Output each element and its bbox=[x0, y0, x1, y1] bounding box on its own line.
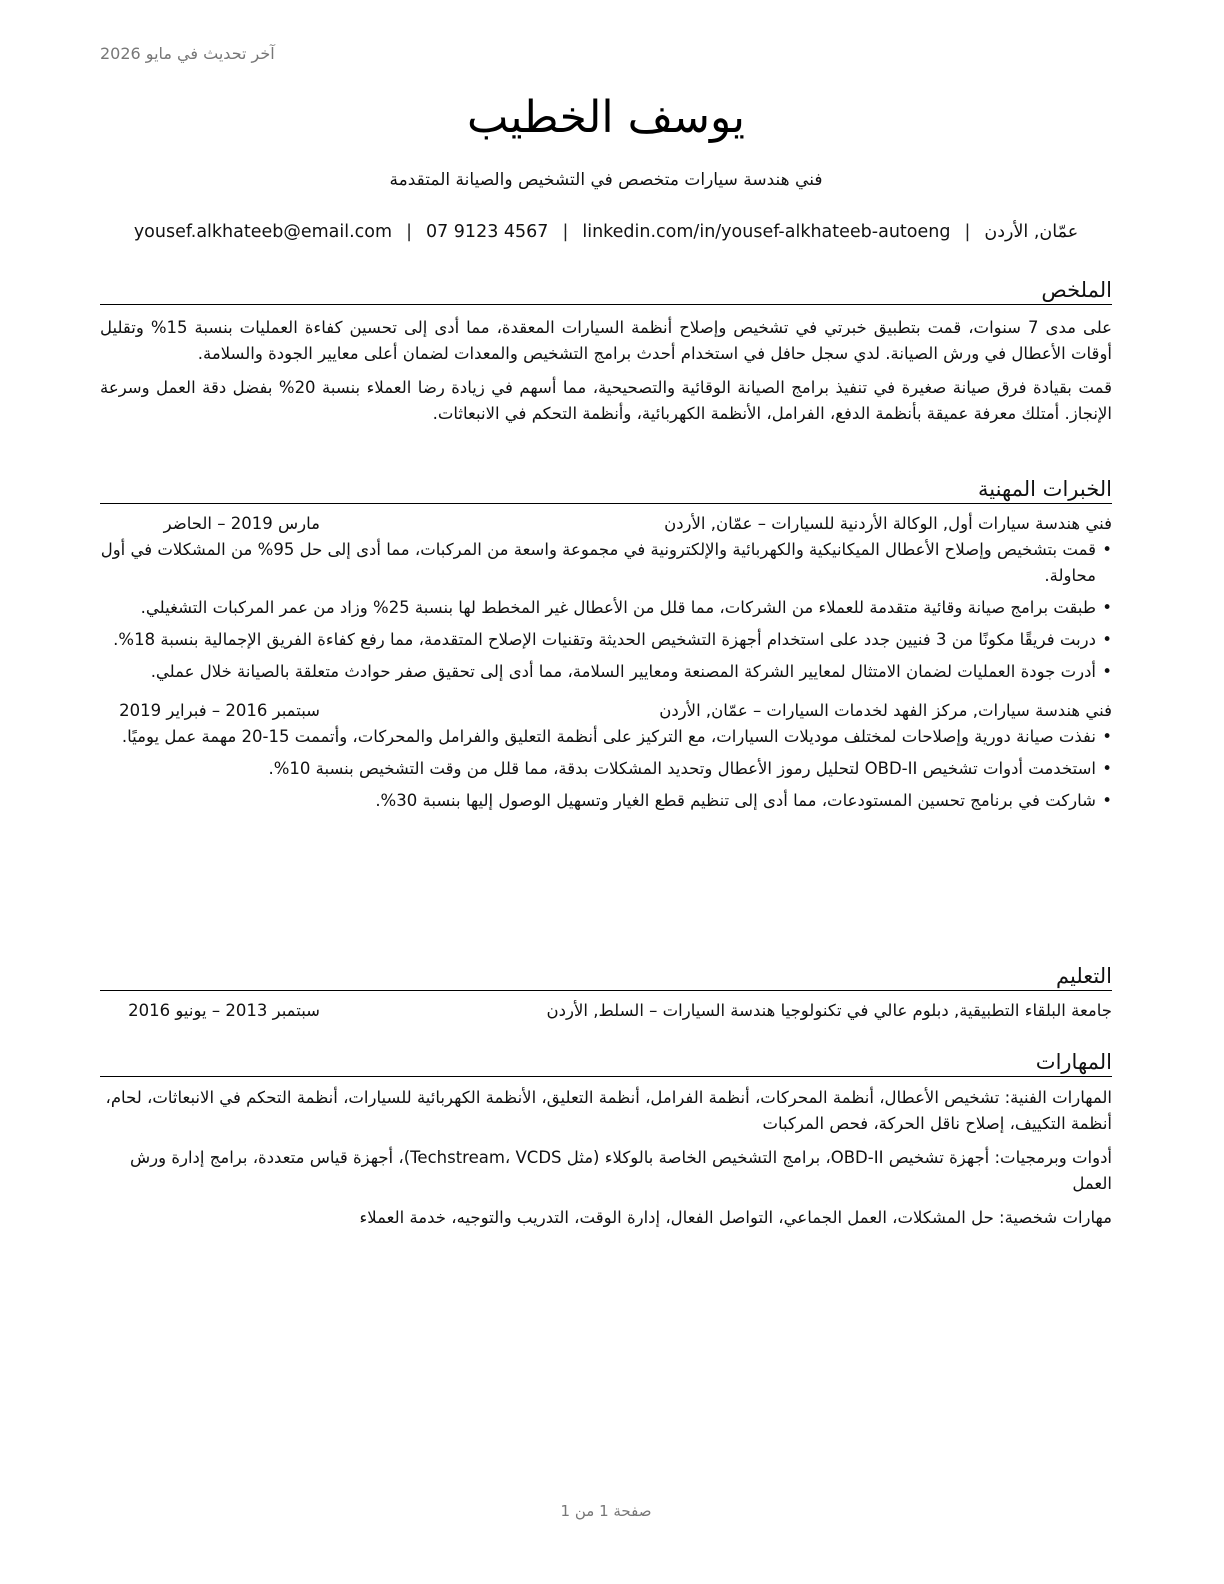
list-item: • قمت بتشخيص وإصلاح الأعطال الميكانيكية والكهربائية والإلكترونية في مجموعة واسعة من المركبات، مما أدى إلى حل 95% من المشكلات في أول محاولة. bbox=[100, 537, 1112, 589]
education-section bbox=[100, 962, 1112, 1020]
education-entry bbox=[100, 1001, 1112, 1020]
contact-location: عمّان, الأردن bbox=[984, 222, 1079, 242]
person-name: يوسف الخطيب bbox=[467, 92, 745, 143]
summary-paragraph: على مدى 7 سنوات، قمت بتطبيق خبرتي في تشخيص وإصلاح أنظمة السيارات المعقدة، مما أدى إلى تحسين كفاءة العمليات بنسبة 15% وتقليل أوقات الأعطال في ورش الصيانة. لدي سجل حافل في استخدام أحدث برامج التشخيص والمعدات لضمان أعلى معايير الجودة والسلامة. bbox=[100, 318, 1113, 363]
contact-email[interactable]: yousef.alkhateeb@email.com bbox=[133, 222, 393, 242]
job-bullets bbox=[100, 537, 1112, 685]
job-role-company: فني هندسة سيارات أول, الوكالة الأردنية للسيارات – عمّان, الأردن bbox=[664, 514, 1112, 533]
list-item: • دربت فريقًا مكونًا من 3 فنيين جدد على استخدام أجهزة التشخيص الحديثة وتقنيات الإصلاح المتقدمة، مما رفع كفاءة الفريق الإجمالية بنسبة 18%. bbox=[100, 627, 1112, 653]
section-heading-skills: المهارات bbox=[100, 1048, 1112, 1077]
experience-section bbox=[100, 475, 1112, 820]
job-dates: مارس 2019 – الحاضر bbox=[163, 514, 320, 533]
list-item: • شاركت في برنامج تحسين المستودعات، مما أدى إلى تنظيم قطع الغيار وتسهيل الوصول إليها بنسبة 30%. bbox=[100, 788, 1112, 814]
list-item: • طبقت برامج صيانة وقائية متقدمة للعملاء من الشركات، مما قلل من الأعطال غير المخطط لها بنسبة 25% وزاد من عمر المركبات التشغيلي. bbox=[100, 595, 1112, 621]
skills-tools: أدوات وبرمجيات: أجهزة تشخيص OBD-II، برامج التشخيص الخاصة بالوكلاء (مثل Techstream، VCDS)، أجهزة قياس متعددة، برامج إدارة ورش العمل bbox=[130, 1148, 1112, 1193]
job-role-company: فني هندسة سيارات, مركز الفهد لخدمات السيارات – عمّان, الأردن bbox=[659, 701, 1112, 720]
summary-paragraph: قمت بقيادة فرق صيانة صغيرة في تنفيذ برامج الصيانة الوقائية والتصحيحية، مما أسهم في زيادة رضا العملاء بنسبة 20% بفضل دقة العمل وسرعة الإنجاز. أمتلك معرفة عميقة بأنظمة الدفع، الفرامل، الأنظمة الكهربائية، وأنظمة التحكم في الانبعاثات. bbox=[100, 378, 1112, 423]
job-bullets bbox=[100, 724, 1112, 814]
section-heading-summary: الملخص bbox=[100, 276, 1112, 305]
section-heading-experience: الخبرات المهنية bbox=[100, 475, 1112, 504]
skills-section bbox=[100, 1048, 1112, 1231]
last-updated: آخر تحديث في مايو 2026 bbox=[100, 44, 275, 63]
job-header bbox=[100, 701, 1112, 720]
summary-section bbox=[100, 276, 1112, 427]
job-dates: سبتمبر 2016 – فبراير 2019 bbox=[119, 701, 320, 720]
skills-soft: مهارات شخصية: حل المشكلات، العمل الجماعي، التواصل الفعال، إدارة الوقت، التدريب والتوجيه، خدمة العملاء bbox=[359, 1208, 1112, 1227]
contact-phone: 07 9123 4567 bbox=[425, 222, 549, 242]
job-header bbox=[100, 514, 1112, 533]
list-item: • استخدمت أدوات تشخيص OBD-II لتحليل رموز الأعطال وتحديد المشكلات بدقة، مما قلل من وقت التشخيص بنسبة 10%. bbox=[100, 756, 1112, 782]
education-dates: سبتمبر 2013 – يونيو 2016 bbox=[128, 1001, 320, 1020]
separator: | bbox=[406, 222, 412, 242]
section-heading-education: التعليم bbox=[100, 962, 1112, 991]
education-institution: جامعة البلقاء التطبيقية, دبلوم عالي في تكنولوجيا هندسة السيارات – السلط, الأردن bbox=[546, 1001, 1112, 1020]
page-number: صفحة 1 من 1 bbox=[560, 1502, 652, 1520]
list-item: • نفذت صيانة دورية وإصلاحات لمختلف موديلات السيارات، مع التركيز على أنظمة التعليق والفرامل والمحركات، وأتممت 15-20 مهمة عمل يوميًا. bbox=[100, 724, 1112, 750]
job-title: فني هندسة سيارات متخصص في التشخيص والصيانة المتقدمة bbox=[389, 170, 823, 190]
separator: | bbox=[964, 222, 971, 242]
separator: | bbox=[562, 222, 569, 242]
contact-line bbox=[100, 222, 1112, 242]
contact-linkedin[interactable]: linkedin.com/in/yousef-alkhateeb-autoeng bbox=[582, 222, 951, 242]
skills-technical: المهارات الفنية: تشخيص الأعطال، أنظمة المحركات، أنظمة الفرامل، أنظمة التعليق، الأنظمة الكهربائية للسيارات، أنظمة التحكم في الانبعاثات، لحام، أنظمة التكييف، إصلاح ناقل الحركة، فحص المركبات bbox=[105, 1088, 1112, 1133]
resume-page bbox=[100, 0, 1112, 1584]
list-item: • أدرت جودة العمليات لضمان الامتثال لمعايير الشركة المصنعة ومعايير السلامة، مما أدى إلى تحقيق صفر حوادث متعلقة بالصيانة خلال عملي. bbox=[100, 659, 1112, 685]
